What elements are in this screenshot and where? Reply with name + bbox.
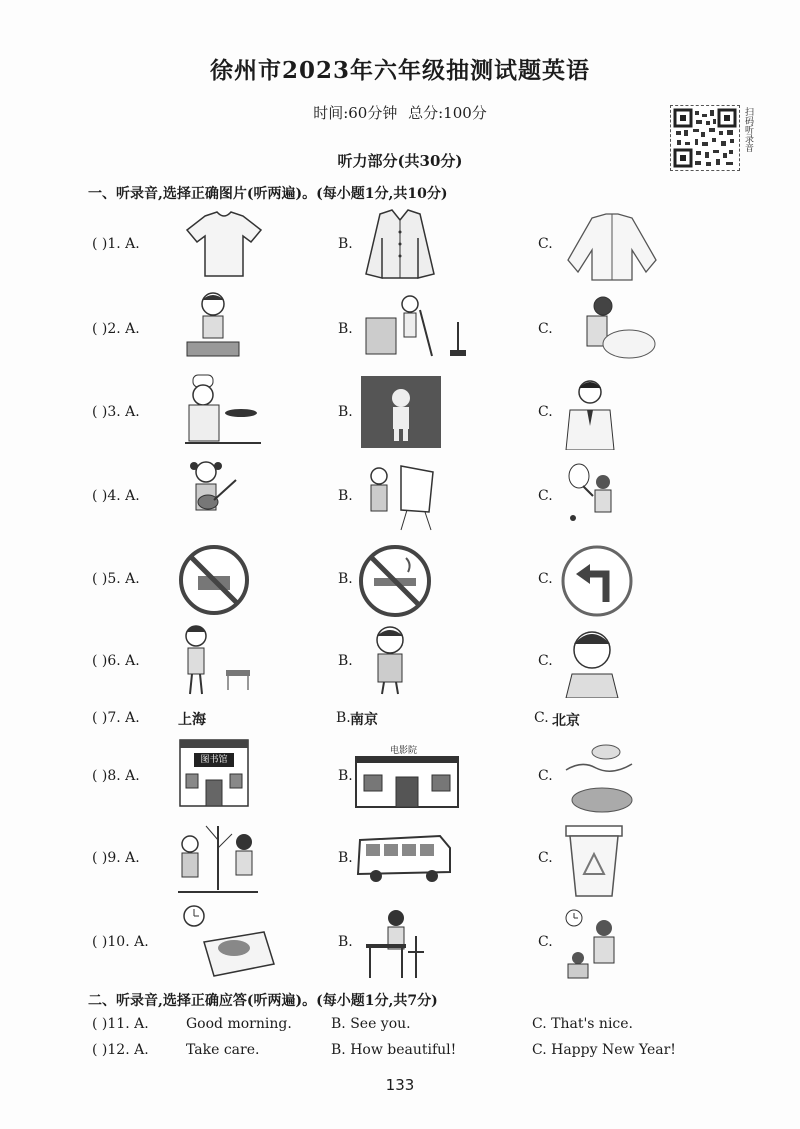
q11-number: ( )11. A. — [92, 1016, 149, 1032]
q3-option-b-label: B. — [338, 404, 353, 420]
girl-sweeping-picture[interactable] — [362, 292, 472, 362]
q3-option-c-label: C. — [538, 404, 553, 420]
q9-option-b-label: B. — [338, 850, 353, 866]
boy-cooking-picture[interactable] — [183, 290, 243, 362]
q2-number-option-a: ( )2. A. — [92, 321, 140, 337]
tshirt-picture[interactable] — [183, 210, 265, 280]
q7-option-a-shanghai[interactable]: 上海 — [178, 712, 206, 728]
recycle-bin-picture[interactable] — [562, 822, 626, 900]
q7-number-option-a: ( )7. A. — [92, 710, 140, 726]
q10-option-b-label: B. — [338, 934, 353, 950]
section2-heading: 二、听录音,选择正确应答(听两遍)。(每小题1分,共7分) — [88, 993, 438, 1009]
q4-option-b-label: B. — [338, 488, 353, 504]
q12-option-a[interactable]: Take care. — [186, 1042, 260, 1058]
library-building-icon — [178, 738, 250, 808]
q6-option-c-label: C. — [538, 653, 553, 669]
q9-number-option-a: ( )9. A. — [92, 850, 140, 866]
cinema-picture[interactable] — [354, 743, 460, 809]
q11-option-b[interactable]: B. See you. — [331, 1016, 411, 1032]
library-sign: 图书馆 — [194, 753, 234, 767]
family-reading-picture[interactable] — [562, 906, 624, 982]
q6-number-option-a: ( )6. A. — [92, 653, 140, 669]
q1-option-c-label: C. — [538, 236, 553, 252]
q8-option-c-label: C. — [538, 768, 553, 784]
q12-option-c[interactable]: C. Happy New Year! — [532, 1042, 676, 1058]
turn-left-sign-picture[interactable] — [560, 544, 634, 618]
boy-drawing-picture[interactable] — [361, 462, 441, 532]
library-picture[interactable] — [178, 738, 250, 808]
girl-playing-guitar-picture[interactable] — [180, 458, 242, 530]
planting-trees-picture[interactable] — [176, 820, 260, 896]
cinema-building-icon — [354, 755, 460, 809]
sick-boy-picture[interactable] — [362, 622, 422, 696]
q11-option-c[interactable]: C. That's nice. — [532, 1016, 633, 1032]
q10-number-option-a: ( )10. A. — [92, 934, 149, 950]
sleeping-in-bed-picture[interactable] — [178, 902, 278, 982]
boy-studying-desk-picture[interactable] — [358, 906, 428, 982]
q7-option-b-nanjing[interactable]: 南京 — [350, 712, 378, 728]
fish-river-picture[interactable] — [562, 740, 636, 816]
q2-option-c-label: C. — [538, 321, 553, 337]
qr-label: 扫码听录音 — [743, 107, 753, 152]
q11-option-a[interactable]: Good morning. — [186, 1016, 292, 1032]
q7-option-c-beijing[interactable]: 北京 — [552, 713, 580, 729]
cook-picture[interactable] — [183, 373, 263, 449]
girl-tennis-picture[interactable] — [563, 462, 633, 532]
q4-option-c-label: C. — [538, 488, 553, 504]
bus-picture[interactable] — [354, 832, 454, 884]
q1-number-option-a: ( )1. A. — [92, 236, 140, 252]
no-smoking-sign-picture[interactable] — [358, 544, 432, 618]
shirt-picture[interactable] — [360, 208, 440, 282]
q3-number-option-a: ( )3. A. — [92, 404, 140, 420]
cinema-sign: 电影院 — [390, 746, 418, 756]
q2-option-b-label: B. — [338, 321, 353, 337]
listening-part-title: 听力部分(共30分) — [337, 152, 463, 170]
q10-option-c-label: C. — [538, 934, 553, 950]
page-title: 徐州市2023年六年级抽测试题英语 — [209, 57, 590, 84]
q9-option-c-label: C. — [538, 850, 553, 866]
q8-option-b-label: B. — [338, 768, 353, 784]
girl-washing-picture[interactable] — [567, 292, 657, 364]
q4-number-option-a: ( )4. A. — [92, 488, 140, 504]
exam-time-score: 时间:60分钟 总分:100分 — [313, 104, 487, 122]
page-number: 133 — [385, 1076, 415, 1094]
q6-option-b-label: B. — [338, 653, 353, 669]
girl-standing-chair-picture[interactable] — [176, 622, 258, 696]
q8-number-option-a: ( )8. A. — [92, 768, 140, 784]
q5-number-option-a: ( )5. A. — [92, 571, 140, 587]
q7-option-c-label: C. — [534, 710, 549, 726]
q5-option-b-label: B. — [338, 571, 353, 587]
no-eating-sign-picture[interactable] — [178, 544, 250, 616]
jacket-picture[interactable] — [562, 210, 662, 284]
astronaut-picture[interactable] — [361, 376, 441, 448]
q1-option-b-label: B. — [338, 236, 353, 252]
section1-heading: 一、听录音,选择正确图片(听两遍)。(每小题1分,共10分) — [88, 186, 448, 202]
man-headache-picture[interactable] — [560, 622, 626, 698]
q12-option-b[interactable]: B. How beautiful! — [331, 1042, 457, 1058]
q12-number: ( )12. A. — [92, 1042, 149, 1058]
businessman-picture[interactable] — [560, 376, 620, 450]
q5-option-c-label: C. — [538, 571, 553, 587]
q7-option-b-label: B. — [336, 710, 351, 726]
